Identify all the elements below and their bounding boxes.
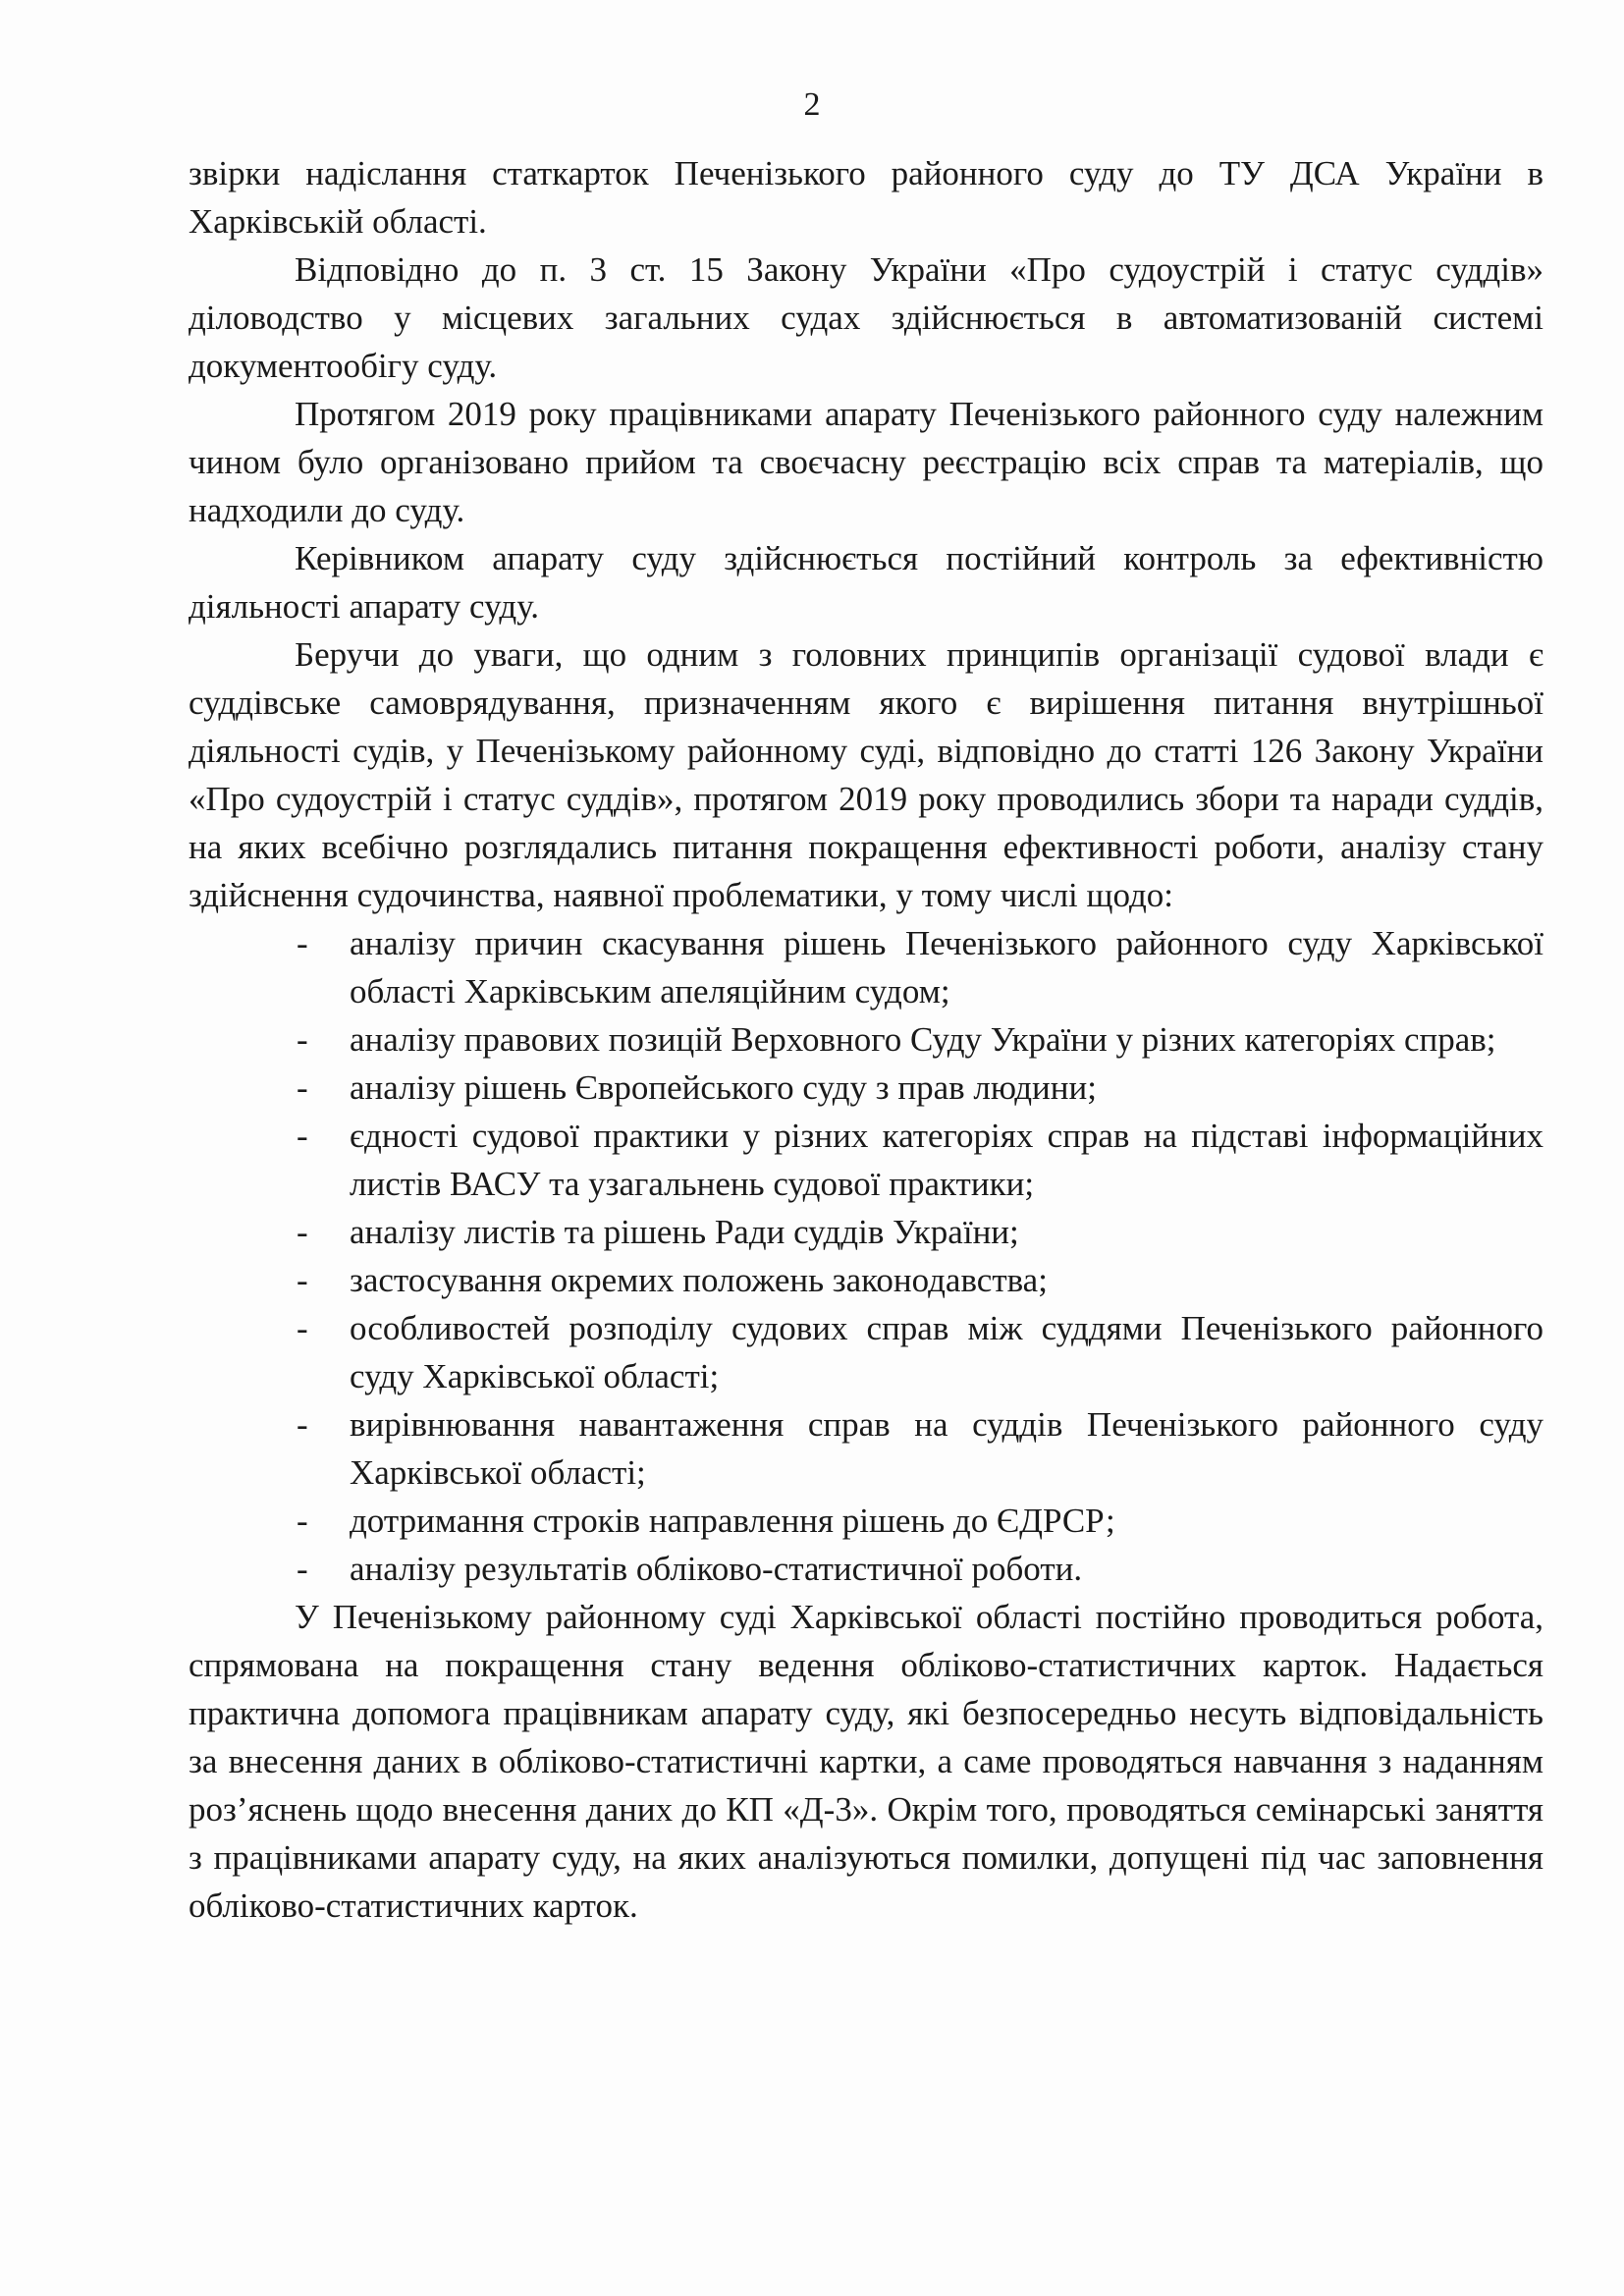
document-body (189, 149, 1543, 1930)
list-item: - аналізу листів та рішень Ради суддів України; (189, 1208, 1543, 1256)
list-dash: - (297, 1068, 308, 1107)
list-item: - особливостей розподілу судових справ між суддями Печенізького районного суду Харківської області; (189, 1304, 1543, 1400)
list-item: - застосування окремих положень законодавства; (189, 1256, 1543, 1304)
list-dash: - (297, 1213, 308, 1251)
list-item: - аналізу причин скасування рішень Печенізького районного суду Харківської області Харківським апеляційним судом; (189, 919, 1543, 1015)
list-item: - вирівнювання навантаження справ на суддів Печенізького районного суду Харківської області; (189, 1400, 1543, 1497)
list-item: - аналізу правових позицій Верховного Суду України у різних категоріях справ; (189, 1015, 1543, 1064)
list-dash: - (297, 924, 308, 962)
list-item: - дотримання строків направлення рішень до ЄДРСР; (189, 1497, 1543, 1545)
list-dash: - (297, 1117, 308, 1155)
paragraph-1: звірки надіслання статкарток Печенізького районного суду до ТУ ДСА України в Харківській області. (189, 154, 1543, 241)
paragraph-3: Протягом 2019 року працівниками апарату Печенізького районного суду належним чином було організовано прийом та своєчасну реєстрацію всіх справ та матеріалів, що надходили до суду. (189, 395, 1543, 529)
list-dash: - (297, 1261, 308, 1299)
page-number: 2 (803, 86, 821, 123)
list-dash: - (297, 1309, 308, 1347)
paragraph-5: Беручи до уваги, що одним з головних принципів організації судової влади є суддівське самоврядування, призначенням якого є вирішення питання внутрішньої діяльності судів, у Печенізькому районному суді, відповідно до статті 126 Закону України «Про судоустрій і статус суддів», протягом 2019 року проводились збори та наради суддів, на яких всебічно розглядались питання покращення ефективності роботи, аналізу стану здійснення судочинства, наявної проблематики, у тому числі щодо: (189, 635, 1543, 914)
list-item: - єдності судової практики у різних категоріях справ на підставі інформаційних листів ВАСУ та узагальнень судової практики; (189, 1112, 1543, 1208)
list-dash: - (297, 1405, 308, 1444)
paragraph-2: Відповідно до п. 3 ст. 15 Закону України «Про судоустрій і статус суддів» діловодство у місцевих загальних судах здійснюється в автоматизованій системі документообігу суду. (189, 250, 1543, 385)
list-item: - аналізу результатів обліково-статистичної роботи. (189, 1545, 1543, 1593)
list-item: - аналізу рішень Європейського суду з прав людини; (189, 1064, 1543, 1112)
list-dash: - (297, 1502, 308, 1540)
list-dash: - (297, 1020, 308, 1059)
list-dash: - (297, 1550, 308, 1588)
paragraph-4: Керівником апарату суду здійснюється постійний контроль за ефективністю діяльності апарату суду. (189, 539, 1543, 626)
paragraph-6: У Печенізькому районному суді Харківської області постійно проводиться робота, спрямована на покращення стану ведення обліково-статистичних карток. Надається практична допомога працівникам апарату суду, які безпосередньо несуть відповідальність за внесення даних в обліково-статистичні картки, а саме проводяться навчання з наданням роз’яснень щодо внесення даних до КП «Д-3». Окрім того, проводяться семінарські заняття з працівниками апарату суду, на яких аналізуються помилки, допущені під час заповнення обліково-статистичних карток. (189, 1598, 1543, 1925)
topics-list (189, 919, 1543, 1593)
